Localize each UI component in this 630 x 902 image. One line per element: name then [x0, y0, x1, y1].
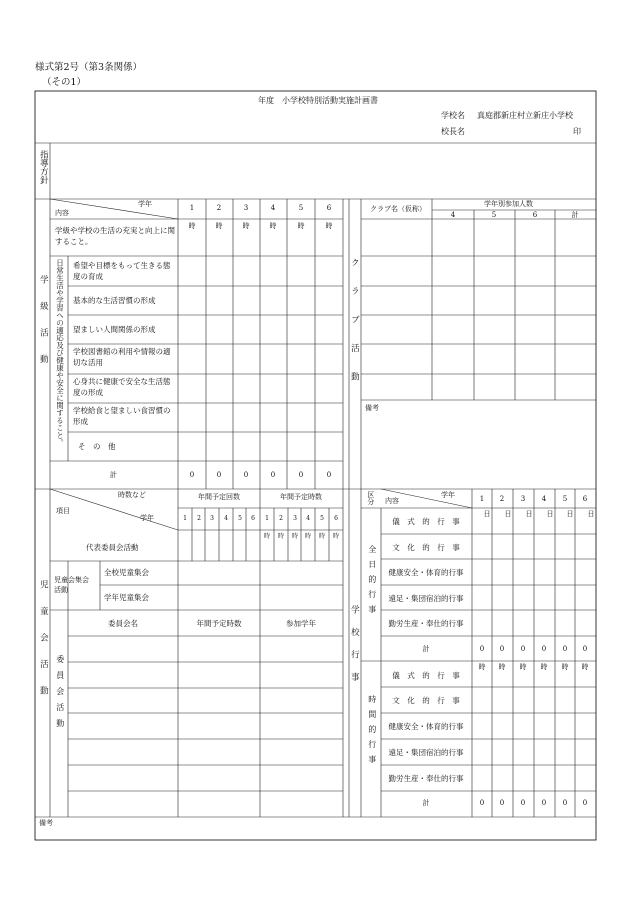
class-unit-6: 時 [325, 222, 333, 230]
class-unit-4: 時 [269, 222, 277, 230]
full-excursion: 遠足・集団宿泊的行事 [388, 594, 464, 603]
class-row-other: そ の 他 [78, 442, 116, 451]
class-unit-5: 時 [297, 222, 305, 230]
hour-total-1: 0 [479, 799, 485, 807]
class-activity-label: 学級活動 [38, 275, 49, 381]
full-culture: 文 化 的 行 事 [392, 543, 460, 552]
class-grade-header: 学年 [138, 200, 152, 208]
club-col-6: 6 [532, 211, 538, 219]
class-grade-4: 4 [270, 204, 276, 212]
rep-meeting-label: 代表委員会活動 [86, 543, 139, 552]
class-row-relation: 望ましい人間関係の形成 [73, 325, 156, 334]
class-unit-1: 時 [188, 222, 196, 230]
club-col-4: 4 [450, 211, 456, 219]
full-day-events-label: 全日的行事 [367, 545, 377, 620]
meet-grade-6: 6 [251, 515, 255, 522]
class-unit-3: 時 [242, 222, 250, 230]
full-total-6: 0 [582, 645, 588, 653]
day-unit-5: 日 [566, 510, 574, 518]
event-grade-5: 5 [562, 495, 568, 503]
class-grade-6: 6 [326, 204, 332, 212]
day-unit-6: 日 [587, 510, 595, 518]
hour-ev-unit-6: 時 [581, 663, 589, 671]
hour-grade-2: 2 [279, 515, 283, 522]
principal-label: 校長名 [441, 127, 465, 136]
hour-total-label: 計 [422, 799, 430, 807]
hour-unit-3: 時 [291, 533, 299, 540]
full-labor: 勤労生産・奉仕的行事 [388, 619, 464, 628]
meet-grade-3: 3 [210, 515, 214, 522]
class-row-goal: 希望や目標をもって生きる態度の育成 [73, 261, 171, 281]
events-content-header: 内容 [385, 497, 399, 505]
full-total-4: 0 [541, 645, 547, 653]
class-row-habit: 基本的な生活習慣の形成 [73, 296, 156, 305]
meet-grade-1: 1 [183, 515, 187, 522]
event-grade-4: 4 [541, 495, 547, 503]
hourly-events-label: 時間的行事 [367, 695, 377, 770]
committee-name-header: 委員会名 [108, 619, 138, 628]
class-total-4: 0 [270, 471, 276, 479]
full-total-1: 0 [479, 645, 485, 653]
class-grade-2: 2 [216, 204, 222, 212]
committee-hours-header: 年間予定時数 [196, 619, 242, 628]
full-ceremony: 儀 式 的 行 事 [392, 517, 460, 526]
hour-culture: 文 化 的 行 事 [392, 696, 460, 705]
meet-grade-4: 4 [224, 515, 228, 522]
footer-remarks-field[interactable] [36, 830, 595, 839]
events-grade-header: 学年 [441, 491, 455, 499]
class-total-2: 0 [216, 471, 222, 479]
committee-grade-header: 参加学年 [286, 619, 316, 628]
day-unit-2: 日 [504, 510, 512, 518]
full-total-3: 0 [520, 645, 526, 653]
full-total-label: 計 [422, 645, 430, 653]
hour-grade-5: 5 [320, 515, 324, 522]
club-activity-label: クラブ活動 [349, 258, 360, 401]
committee-vertical-label: 委員会活動 [55, 655, 65, 735]
hour-unit-2: 時 [277, 533, 285, 540]
class-grade-5: 5 [298, 204, 304, 212]
grade-assembly-label: 学年児童集会 [104, 593, 149, 602]
club-name-header: クラブ名（仮称） [370, 205, 426, 213]
hour-unit-4: 時 [304, 533, 312, 540]
club-participants-header: 学年別参加人数 [484, 200, 533, 208]
club-remarks-label: 備考 [365, 404, 379, 412]
full-total-5: 0 [562, 645, 568, 653]
class-row-library: 学校図書館の利用や情報の適切な活用 [73, 347, 171, 367]
hour-ceremony: 儀 式 的 行 事 [392, 671, 460, 680]
seal-mark: 印 [573, 127, 581, 136]
council-item-header: 項目 [56, 507, 70, 515]
class-unit-2: 時 [215, 222, 223, 230]
hour-grade-3: 3 [293, 515, 297, 522]
all-assembly-label: 全校児童集会 [104, 568, 149, 577]
event-grade-2: 2 [499, 495, 505, 503]
assembly-label: 児童会集会活動 [54, 576, 89, 594]
guidance-field[interactable] [51, 144, 595, 198]
hour-unit-5: 時 [318, 533, 326, 540]
guidance-label: 指導方針 [38, 150, 49, 184]
hour-ev-unit-3: 時 [519, 663, 527, 671]
council-times-header: 時数など [118, 491, 146, 499]
hour-total-2: 0 [499, 799, 505, 807]
hour-grade-1: 1 [265, 515, 269, 522]
council-annual-hours: 年間予定時数 [280, 493, 322, 501]
meet-grade-5: 5 [238, 515, 242, 522]
class-total-6: 0 [326, 471, 332, 479]
event-grade-6: 6 [582, 495, 588, 503]
hour-health: 健康安全・体育的行事 [388, 722, 464, 731]
class-total-label: 計 [110, 471, 117, 479]
hour-total-3: 0 [520, 799, 526, 807]
class-grade-1: 1 [189, 204, 195, 212]
day-unit-1: 日 [483, 510, 491, 518]
school-events-label: 学校行事 [349, 605, 360, 695]
form-number: 様式第2号（第3条関係） [35, 62, 143, 73]
club-col-5: 5 [491, 211, 497, 219]
class-grade-3: 3 [243, 204, 249, 212]
council-grade-header: 学年 [140, 514, 154, 522]
class-row-life: 学級や学校の生活の充実と向上に関すること。 [55, 226, 175, 246]
hour-ev-unit-1: 時 [478, 663, 486, 671]
doc-title: 年度 小学校特別活動実施計画書 [258, 96, 378, 105]
events-division-header: 区分 [366, 491, 375, 505]
footer-remarks-label: 備考 [39, 819, 53, 827]
class-content-header: 内容 [55, 209, 69, 217]
event-grade-3: 3 [520, 495, 526, 503]
class-total-3: 0 [243, 471, 249, 479]
hour-grade-4: 4 [306, 515, 310, 522]
council-annual-meetings: 年間予定回数 [198, 493, 240, 501]
form-subtitle: （その1） [42, 77, 87, 88]
day-unit-3: 日 [525, 510, 533, 518]
hour-grade-6: 6 [334, 515, 338, 522]
hour-total-5: 0 [562, 799, 568, 807]
class-row-health: 心身共に健康で安全な生活態度の形成 [73, 377, 171, 397]
school-label: 学校名 [441, 111, 465, 120]
school-name: 真庭郡新庄村立新庄小学校 [477, 111, 573, 120]
hour-excursion: 遠足・集団宿泊的行事 [388, 748, 464, 757]
hour-ev-unit-4: 時 [540, 663, 548, 671]
hour-unit-1: 時 [263, 533, 271, 540]
class-vertical-group: 日常生活や学習への適応及び健康や安全に関すること。 [55, 259, 65, 447]
full-total-2: 0 [499, 645, 505, 653]
hour-ev-unit-2: 時 [498, 663, 506, 671]
hour-total-4: 0 [541, 799, 547, 807]
class-total-1: 0 [189, 471, 195, 479]
event-grade-1: 1 [479, 495, 485, 503]
day-unit-4: 日 [546, 510, 554, 518]
hour-unit-6: 時 [332, 533, 340, 540]
hour-labor: 勤労生産・奉仕的行事 [388, 774, 464, 783]
full-health: 健康安全・体育的行事 [388, 568, 464, 577]
club-col-total: 計 [571, 211, 579, 219]
class-total-5: 0 [298, 471, 304, 479]
hour-total-6: 0 [582, 799, 588, 807]
class-row-lunch: 学校給食と望ましい食習慣の形成 [73, 406, 171, 426]
council-activity-label: 児童会活動 [38, 580, 49, 713]
meet-grade-2: 2 [197, 515, 201, 522]
hour-ev-unit-5: 時 [561, 663, 569, 671]
